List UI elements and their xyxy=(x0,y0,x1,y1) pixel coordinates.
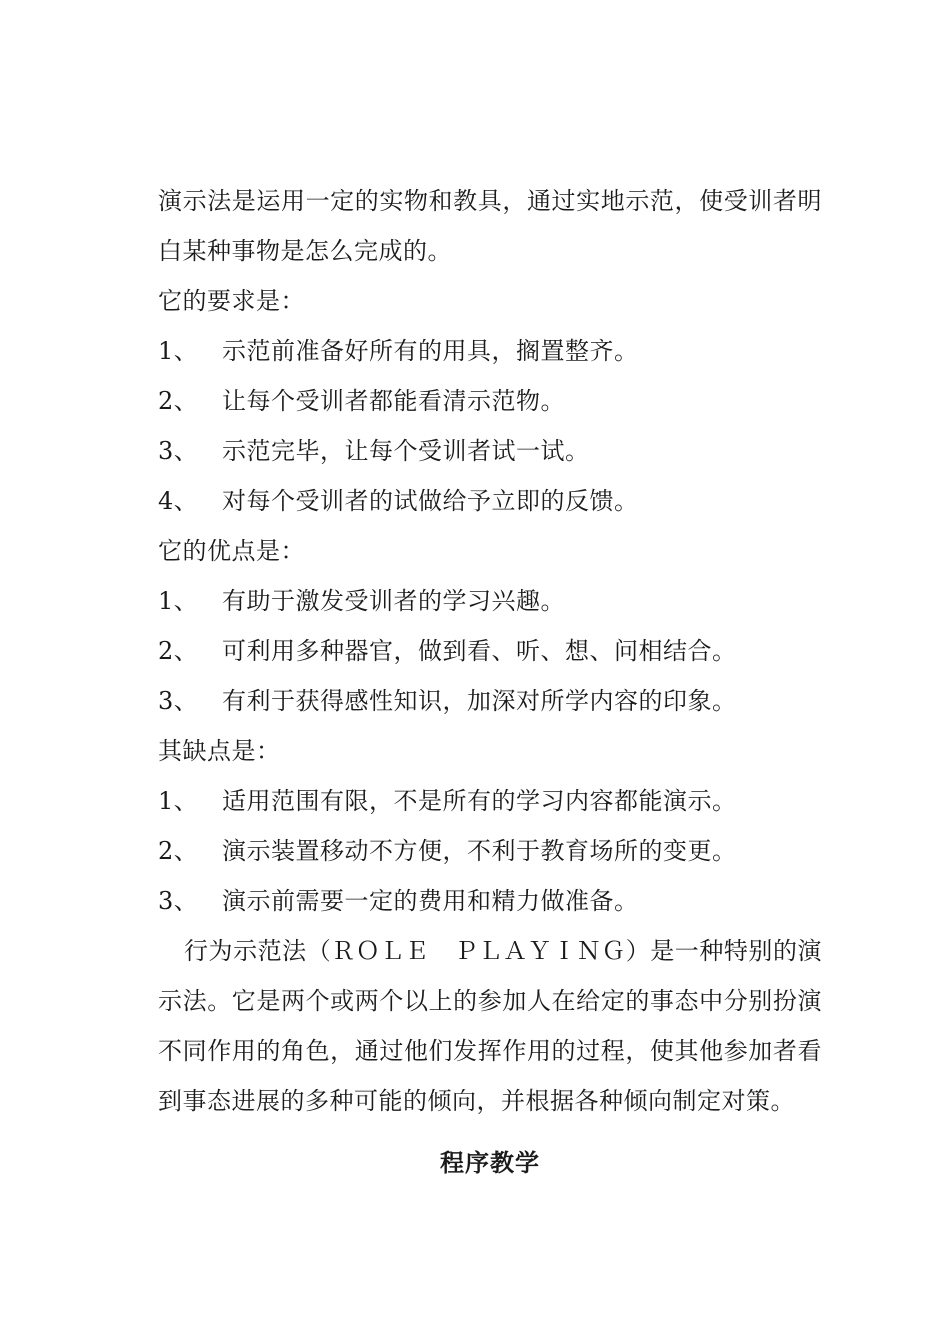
list-item xyxy=(158,776,822,826)
document-page xyxy=(158,176,822,1183)
role-playing-paragraph: 行为示范法（ＲＯＬＥ ＰＬＡＹＩＮＧ）是一种特别的演示法。它是两个或两个以上的参加人在给定的事态中分别扮演不同作用的角色，通过他们发挥作用的过程，使其他参加者看到事态进展的多种可能的倾向，并根据各种倾向制定对策。 xyxy=(158,937,822,1115)
list-item xyxy=(158,326,822,376)
list-item xyxy=(158,626,822,676)
list-item-text: 让每个受训者都能看清示范物。 xyxy=(222,387,565,415)
list-item-number: 3、 xyxy=(158,687,199,715)
list-item xyxy=(158,576,822,626)
list-item-number: 3、 xyxy=(158,437,199,465)
list-item-text: 演示前需要一定的费用和精力做准备。 xyxy=(222,887,639,915)
list-item xyxy=(158,826,822,876)
list-item xyxy=(158,476,822,526)
requirements-title: 它的要求是： xyxy=(158,287,305,315)
list-item xyxy=(158,876,822,926)
list-item-text: 示范完毕，让每个受训者试一试。 xyxy=(222,437,590,465)
advantages-title: 它的优点是： xyxy=(158,537,305,565)
list-item-number: 1、 xyxy=(158,337,199,365)
list-item xyxy=(158,426,822,476)
list-item-text: 示范前准备好所有的用具，搁置整齐。 xyxy=(222,337,639,365)
list-item-number: 2、 xyxy=(158,637,199,665)
disadvantages-title: 其缺点是： xyxy=(158,737,281,765)
list-item-number: 3、 xyxy=(158,887,199,915)
list-item-text: 演示装置移动不方便，不利于教育场所的变更。 xyxy=(222,837,737,865)
list-item-number: 1、 xyxy=(158,587,199,615)
list-item-number: 2、 xyxy=(158,837,199,865)
section-heading: 程序教学 xyxy=(440,1148,540,1177)
intro-paragraph: 演示法是运用一定的实物和教具，通过实地示范，使受训者明白某种事物是怎么完成的。 xyxy=(158,187,822,265)
list-item-text: 有利于获得感性知识，加深对所学内容的印象。 xyxy=(222,687,737,715)
list-item-number: 2、 xyxy=(158,387,199,415)
list-item xyxy=(158,376,822,426)
list-item-number: 1、 xyxy=(158,787,199,815)
list-item-text: 可利用多种器官，做到看、听、想、问相结合。 xyxy=(222,637,737,665)
list-item xyxy=(158,676,822,726)
list-item-text: 适用范围有限，不是所有的学习内容都能演示。 xyxy=(222,787,737,815)
list-item-number: 4、 xyxy=(158,487,199,515)
list-item-text: 有助于激发受训者的学习兴趣。 xyxy=(222,587,565,615)
list-item-text: 对每个受训者的试做给予立即的反馈。 xyxy=(222,487,639,515)
